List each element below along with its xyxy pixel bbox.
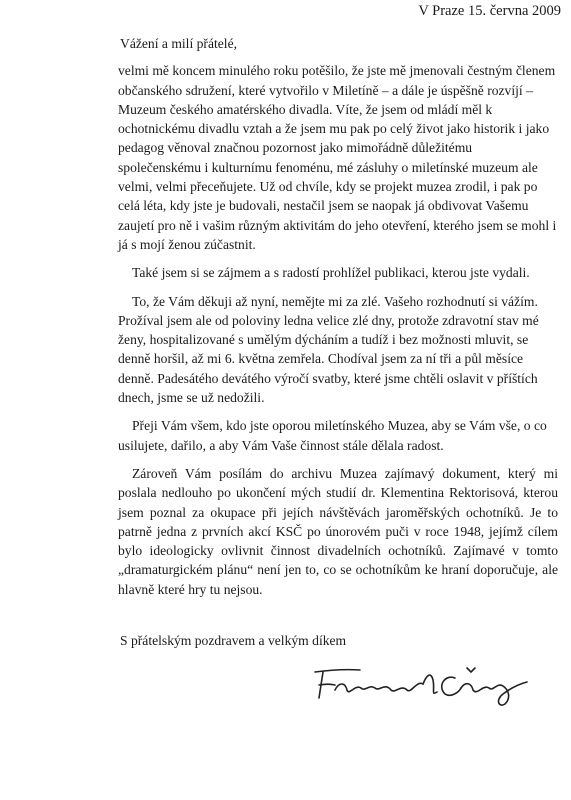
paragraph-2: Také jsem si se zájmem a s radostí prohlížel publikaci, kterou jste vydali. bbox=[132, 265, 530, 281]
letter-body bbox=[118, 34, 558, 608]
letter-date: V Praze 15. června 2009 bbox=[418, 3, 561, 19]
handwritten-signature-icon bbox=[305, 660, 535, 710]
paragraph-4: Přeji Vám všem, kdo jste oporou miletínského Muzea, aby se Vám vše, o co usilujete, dařilo, a aby Vám Vaše činnost stále dělala radost. bbox=[118, 418, 547, 453]
letter-closing: S přátelským pozdravem a velkým díkem bbox=[120, 633, 347, 648]
paragraph-3: To, že Vám děkuji až nyní, nemějte mi za zlé. Vašeho rozhodnutí si vážím. Prožíval jsem ale od poloviny ledna velice zlé dny, protože zdravotní stav mé ženy, hospitalizované s umělým dýcháním a tudíž i bez možnosti mluvit, se denně horšil, až mi 6. května zemřela. Chodíval jsem za ní tři a půl měsíce denně. Padesátého devátého výročí svatby, které jsme chtěli oslavit v příštích dnech, jsme se už nedožili. bbox=[118, 293, 539, 406]
letter-greeting: Vážení a milí přátelé, bbox=[120, 36, 238, 51]
paragraph-5: Zároveň Vám posílám do archivu Muzea zajímavý dokument, který mi poslala nedlouho po ukončení mých studií dr. Klementina Rektorisová, kterou jsem poznal za okupace při jejích návštěvách jaroměřských ochotníků. Je to patrně jedna z prvních akcí KSČ po únorovém puči v roce 1948, jejímž cílem bylo ideologicky ovlivnit činnost divadelních ochotníků. Zajímavé v tomto „dramaturgickém plánu“ není jen to, co se ochotníkům ke hraní doporučuje, ale hlavně které hry tu nejsou. bbox=[118, 465, 558, 597]
paragraph-1: velmi mě koncem minulého roku potěšilo, že jste mě jmenovali čestným členem občanského sdružení, které vytvořilo v Miletíně – a dále je úspěšně rozvíjí – Muzeum českého amatérského divadla. Víte, že jsem od mládí měl k ochotnickému divadlu vztah a že jsem mu pak po celý život jako historik i jako pedagog věnoval značnou pozornost jako mimořádně důležitému společenskému i kulturnímu fenoménu, mé zásluhy o miletínské muzeum ale velmi, velmi přeceňujete. Už od chvíle, kdy se projekt muzea zrodil, i pak po celá léta, kdy jste je budovali, nestačil jsem se naopak já obdivovat Vašemu zaujetí pro ně i vašim různým aktivitám do jeho otevření, kterého jsem se mohl i já s mojí ženou zúčastnit. bbox=[118, 63, 557, 252]
